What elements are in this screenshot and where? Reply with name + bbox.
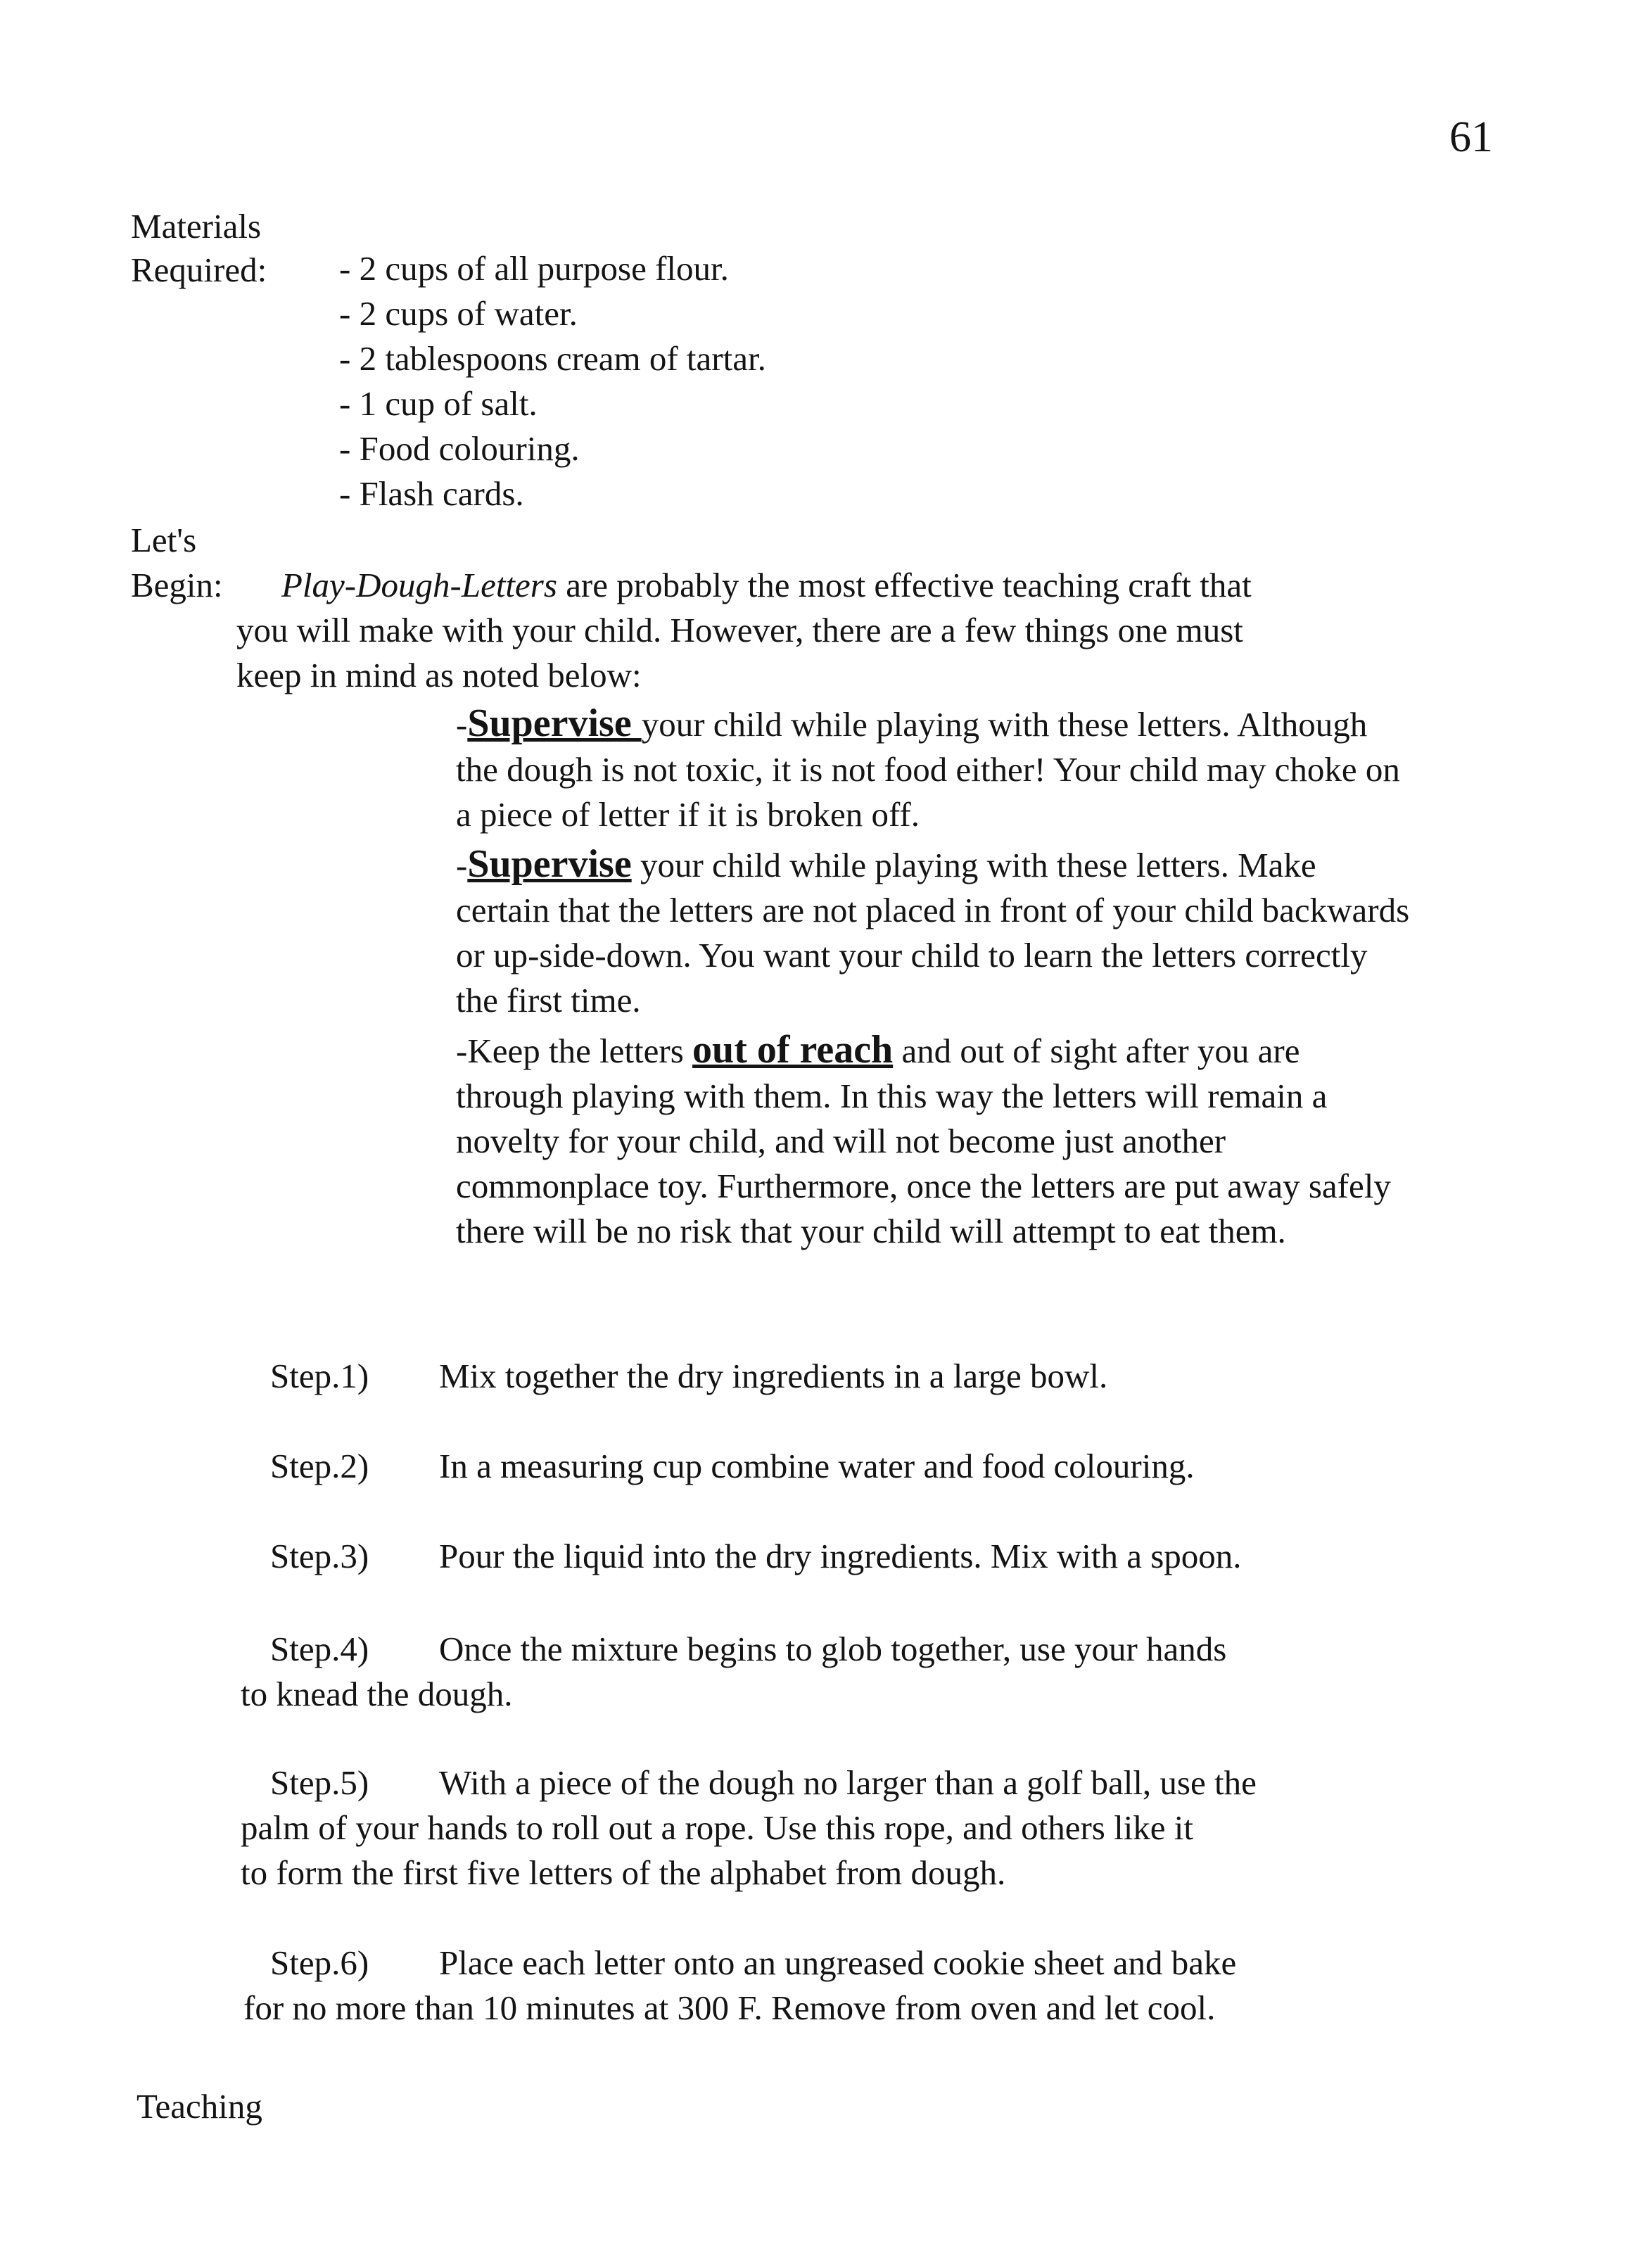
step-label: Step.2): [270, 1447, 369, 1485]
material-item: - 2 cups of water.: [339, 294, 578, 333]
materials-list: [339, 246, 766, 516]
teaching-label: Teaching: [136, 2087, 262, 2126]
material-item: - 1 cup of salt.: [339, 384, 538, 423]
step-5-continuation: palm of your hands to roll out a rope. Use this rope, and others like it: [241, 1808, 1194, 1847]
step-text: With a piece of the dough no larger than a golf ball, use the: [439, 1763, 1257, 1802]
warning-text: your child while playing with these letters. Although the dough is not toxic, it is not food either! Your child may choke on a piece of letter if it is broken off.: [456, 705, 1400, 834]
material-item: - Food colouring.: [339, 429, 580, 468]
intro-line-3: keep in mind as noted below:: [236, 656, 642, 694]
warning-text: your child while playing with these letters. Make certain that the letters are not placed in front of your child backwards or up-side-down. You want your child to learn the letters correctly the first time.: [456, 846, 1410, 1020]
step-1: [270, 1354, 1107, 1399]
step-label: Step.1): [270, 1357, 369, 1395]
step-2: [270, 1444, 1195, 1489]
step-text: Place each letter onto an ungreased cookie sheet and bake: [439, 1943, 1237, 1982]
step-label: Step.5): [270, 1763, 369, 1802]
step-3: [270, 1534, 1242, 1579]
step-label: Step.6): [270, 1943, 369, 1982]
page-number: 61: [1449, 113, 1493, 161]
warning-prefix: -Keep the letters: [456, 1031, 693, 1070]
warning-out-of-reach: [456, 1027, 1413, 1254]
warning-supervise-orientation: [456, 842, 1413, 1023]
warning-emphasis: Supervise: [467, 842, 632, 886]
material-item: - 2 tablespoons cream of tartar.: [339, 339, 766, 378]
intro-line-2: you will make with your child. However, there are a few things one must: [236, 611, 1243, 649]
warning-emphasis: out of reach: [692, 1028, 894, 1072]
step-6-continuation: for no more than 10 minutes at 300 F. Remove from oven and let cool.: [243, 1988, 1216, 2027]
intro-text: are probably the most effective teaching craft that: [557, 566, 1252, 604]
step-label: Step.4): [270, 1630, 369, 1668]
intro-line-1: [281, 563, 1252, 608]
step-text: Pour the liquid into the dry ingredients. Mix with a spoon.: [439, 1537, 1242, 1575]
step-5: [270, 1760, 1257, 1805]
warning-prefix: -: [456, 705, 468, 744]
warning-supervise-choking: [456, 701, 1413, 837]
step-4: [270, 1627, 1226, 1672]
material-item: - 2 cups of all purpose flour.: [339, 249, 729, 288]
step-label: Step.3): [270, 1537, 369, 1575]
step-4-continuation: to knead the dough.: [241, 1675, 513, 1713]
step-text: Once the mixture begins to glob together, use your hands: [439, 1630, 1227, 1668]
step-6: [270, 1941, 1236, 1986]
step-text: In a measuring cup combine water and food colouring.: [439, 1447, 1195, 1485]
warning-emphasis: Supervise: [467, 702, 642, 745]
begin-label: Begin:: [131, 566, 223, 604]
warning-prefix: -: [456, 846, 468, 884]
warning-text: and out of sight after you are through playing with them. In this way the letters will remain a novelty for your child, and will not become just another commonplace toy. Furthermore, once the letters are put away safely there will be no risk that your child will attempt to eat them.: [456, 1031, 1391, 1250]
step-5-continuation: to form the first five letters of the alphabet from dough.: [241, 1853, 1006, 1892]
lets-label: Let's: [131, 521, 197, 559]
required-label: Required:: [131, 250, 267, 289]
craft-name: Play-Dough-Letters: [281, 566, 557, 604]
materials-label: Materials: [131, 207, 262, 246]
material-item: - Flash cards.: [339, 474, 524, 513]
step-text: Mix together the dry ingredients in a large bowl.: [439, 1357, 1108, 1395]
